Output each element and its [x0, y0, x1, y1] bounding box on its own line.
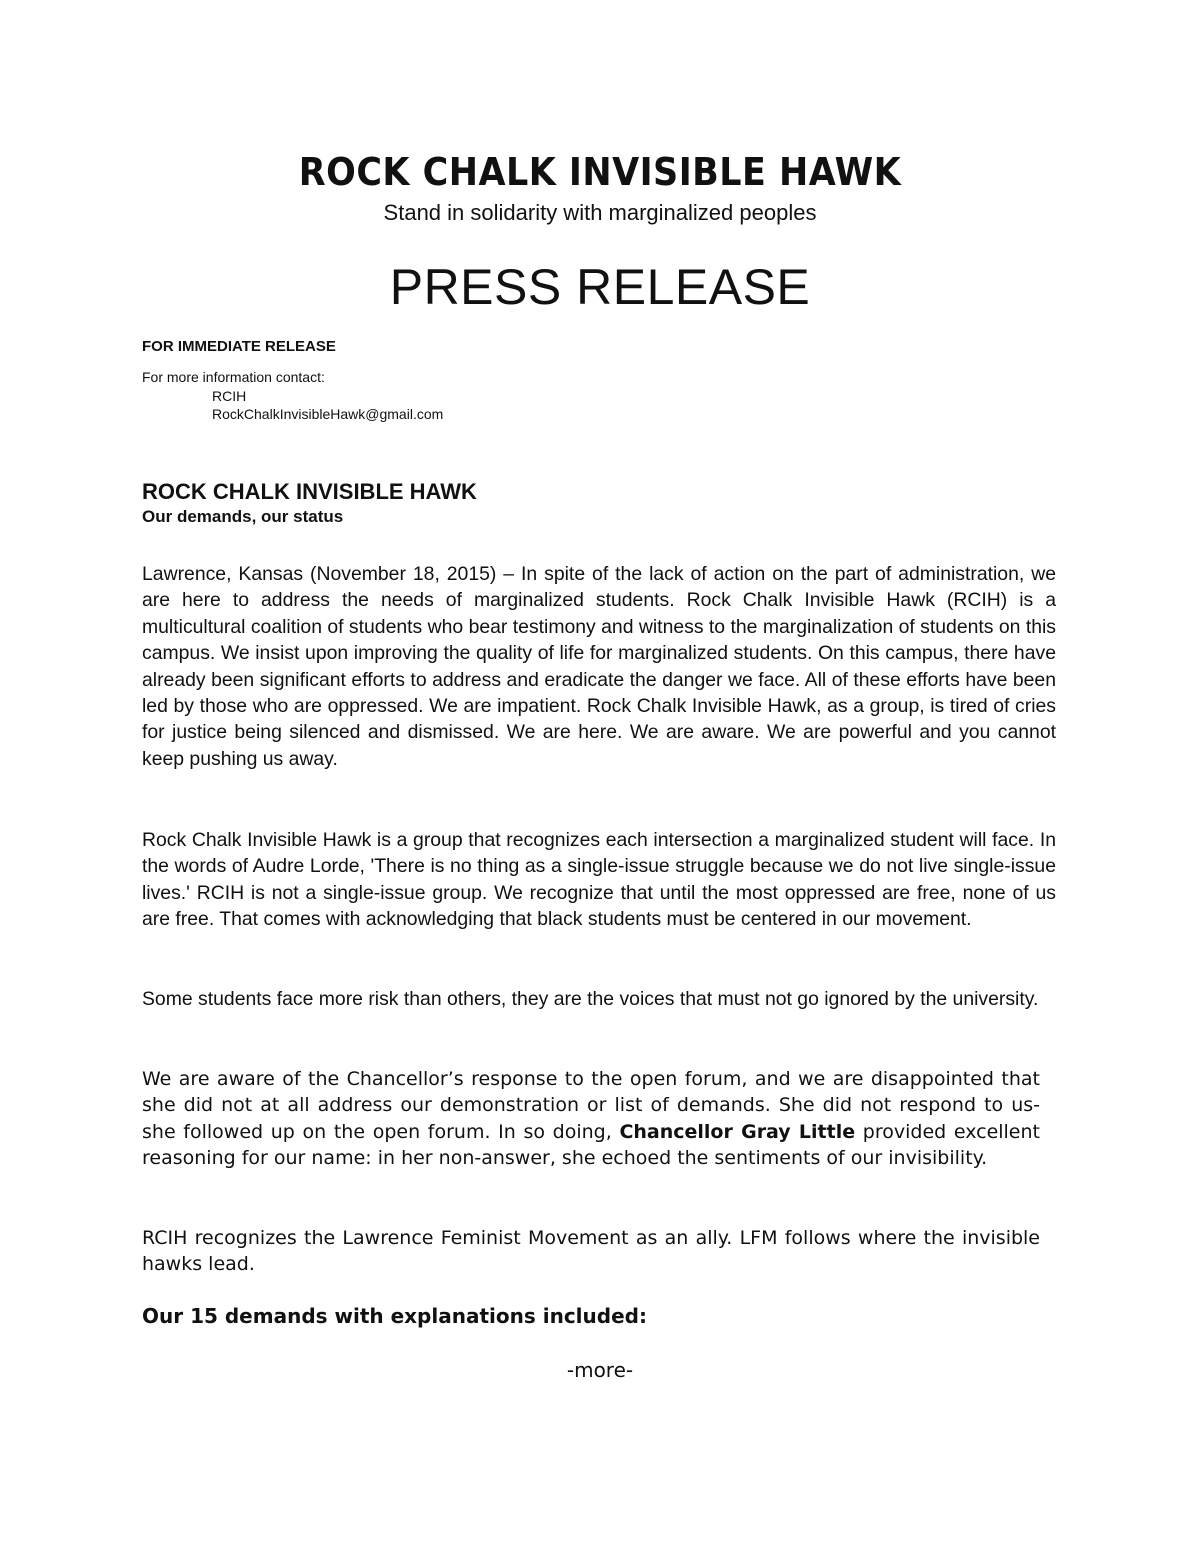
release-label: FOR IMMEDIATE RELEASE [142, 338, 336, 355]
masthead-tagline: Stand in solidarity with marginalized peoples [383, 200, 817, 225]
paragraph-ally: RCIH recognizes the Lawrence Feminist Movement as an ally. LFM follows where the invisible hawks lead. [142, 1227, 1040, 1276]
contact-name: RCIH [212, 387, 247, 404]
masthead-title: ROCK CHALK INVISIBLE HAWK [298, 150, 902, 194]
demands-heading: Our 15 demands with explanations included: [142, 1304, 647, 1328]
paragraph-intro: Lawrence, Kansas (November 18, 2015) – In spite of the lack of action on the part of administration, we are here to address the needs of marginalized students. Rock Chalk Invisible Hawk (RCIH) is a multicultural coalition of students who bear testimony and witness to the marginalization of students on this campus. We insist upon improving the quality of life for marginalized students. On this campus, there have already been significant efforts to address and eradicate the danger we face. All of these efforts have been led by those who are oppressed. We are impatient. Rock Chalk Invisible Hawk, as a group, is tired of cries for justice being silenced and dismissed. We are here. We are aware. We are powerful and you cannot keep pushing us away. [142, 563, 1057, 770]
press-release-title: PRESS RELEASE [389, 259, 811, 315]
paragraph-risk: Some students face more risk than others, they are the voices that must not go ignored by the university. [142, 988, 1039, 1010]
contact-block [142, 368, 443, 424]
paragraph-chancellor-text-after: provided excellent reasoning for our name: in her non-answer, she echoed the sentiments of our invisibility. [142, 1120, 1040, 1170]
paragraph-chancellor [142, 1066, 1040, 1172]
article-heading: ROCK CHALK INVISIBLE HAWK [142, 479, 477, 504]
paragraph-chancellor-text-before: We are aware of the Chancellor’s response to the open forum, and we are disappointed that she did not at all address our demonstration or list of demands. She did not respond to us- she followed up on the open forum. In so doing, [142, 1068, 1040, 1143]
contact-email: RockChalkInvisibleHawk@gmail.com [212, 406, 444, 422]
more-indicator: -more- [566, 1358, 634, 1382]
article-subheading: Our demands, our status [142, 507, 344, 526]
contact-intro: For more information contact: [142, 369, 325, 385]
chancellor-name: Chancellor Gray Little [619, 1120, 856, 1143]
paragraph-intersection: Rock Chalk Invisible Hawk is a group that recognizes each intersection a marginalized student will face. In the words of Audre Lorde, 'There is no thing as a single-issue struggle because we do not live single-issue lives.' RCIH is not a single-issue group. We recognize that until the most oppressed are free, none of us are free. That comes with acknowledging that black students must be centered in our movement. [142, 829, 1056, 931]
